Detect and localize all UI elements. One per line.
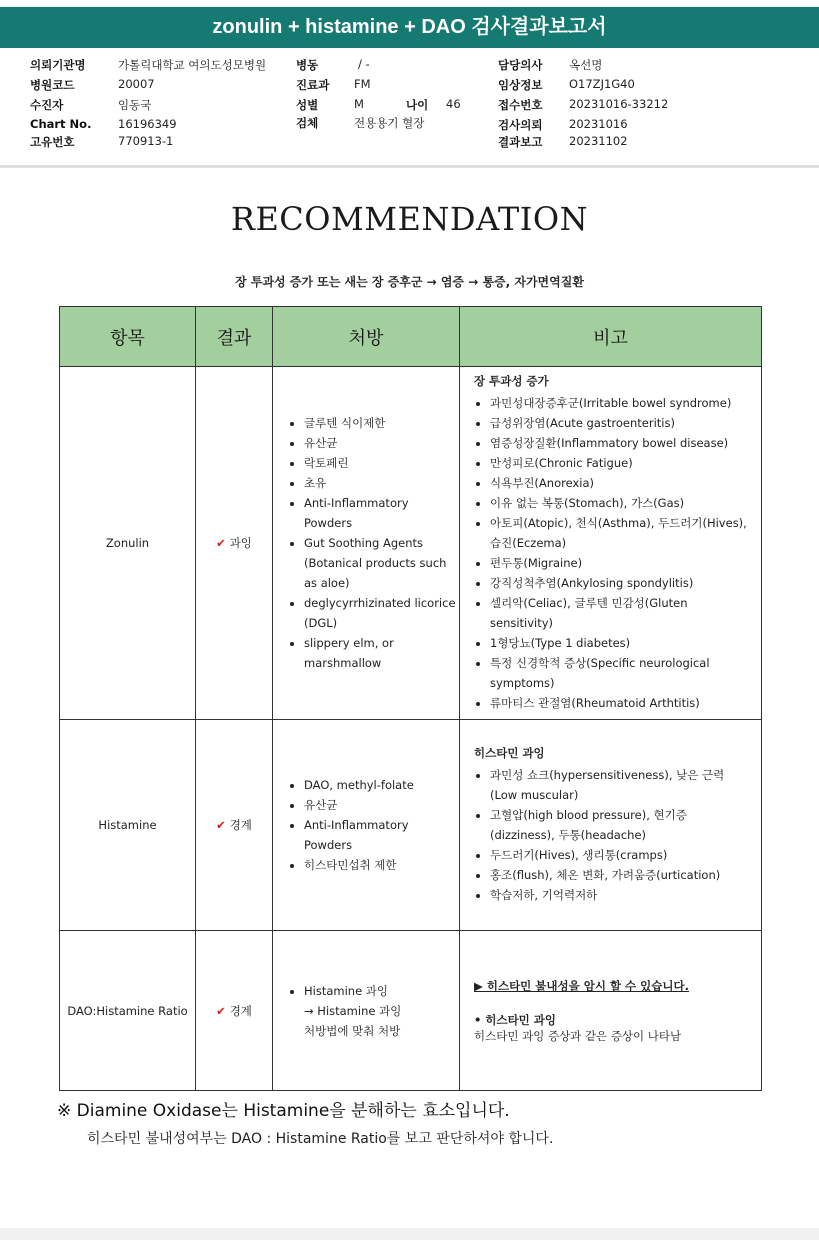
row-result xyxy=(196,931,273,1091)
age-value: 46 xyxy=(446,97,461,111)
result-value: 과잉 xyxy=(229,536,252,550)
list-item: • 고혈압(high blood pressure), 현기증(dizziness), 두통(headache) xyxy=(490,805,751,845)
list-item: • Anti-Inflammatory Powders xyxy=(304,493,458,533)
institution-value: 가톨릭대학교 여의도성모병원 xyxy=(118,58,267,72)
specimen-value: 전용용기 혈장 xyxy=(354,116,425,130)
row-result xyxy=(196,720,273,931)
row-prescription xyxy=(273,367,460,720)
page-bottom-strip xyxy=(0,1228,819,1240)
list-item: • 유산균 xyxy=(304,795,458,815)
doctor-value: 옥선명 xyxy=(569,58,603,72)
header-result: 결과 xyxy=(196,307,273,367)
department-value: FM xyxy=(354,77,371,91)
checkmark-icon: ✔ xyxy=(216,818,226,832)
prescription-line: Histamine 과잉 xyxy=(304,983,389,998)
hospital-code-value: 20007 xyxy=(118,77,155,91)
header-divider xyxy=(0,165,819,168)
list-item: • 초유 xyxy=(304,473,458,493)
list-item: • 두드러기(Hives), 생리통(cramps) xyxy=(490,845,751,865)
note-heading: 히스타민 과잉 xyxy=(474,746,545,760)
checkmark-icon: ✔ xyxy=(216,1003,226,1018)
specimen-label: 검체 xyxy=(296,116,319,130)
doctor-label: 담당의사 xyxy=(498,58,543,72)
receipt-no-value: 20231016-33212 xyxy=(569,97,669,111)
receipt-no-label: 접수번호 xyxy=(498,98,543,112)
request-date-label: 검사의뢰 xyxy=(498,118,543,132)
page-title: RECOMMENDATION xyxy=(230,200,589,238)
row-item: Histamine xyxy=(60,720,196,931)
intolerance-warning: ▶ 히스타민 불내성을 암시 할 수 있습니다. xyxy=(474,978,689,993)
list-item: • deglycyrrhizinated licorice (DGL) xyxy=(304,593,458,633)
request-date-value: 20231016 xyxy=(569,117,628,131)
page-subtitle: 장 투과성 증가 또는 새는 장 증후군 → 염증 → 통증, 자가면역질환 xyxy=(235,275,584,289)
unique-no-label: 고유번호 xyxy=(30,135,75,149)
result-value: 경계 xyxy=(229,1003,252,1018)
sex-value: M xyxy=(354,97,364,111)
ward-value: / - xyxy=(358,57,370,71)
note-heading: 장 투과성 증가 xyxy=(474,374,549,388)
chart-no-label: Chart No. xyxy=(30,117,92,131)
patient-value: 임동국 xyxy=(118,98,152,112)
report-date-value: 20231102 xyxy=(569,134,628,148)
list-item: • 락토페린 xyxy=(304,453,458,473)
unique-no-value: 770913-1 xyxy=(118,134,174,148)
ward-label: 병동 xyxy=(296,58,319,72)
row-prescription xyxy=(273,720,460,931)
note-bullet-text: 히스타민 과잉 xyxy=(485,1012,557,1027)
list-item: • 학습저하, 기억력저하 xyxy=(490,885,751,905)
list-item: • 만성피로(Chronic Fatigue) xyxy=(490,453,751,473)
list-item: • 홍조(flush), 체온 변화, 가려움증(urtication) xyxy=(490,865,751,885)
clinical-info-value: O17ZJ1G40 xyxy=(569,77,635,91)
row-note xyxy=(460,720,762,931)
checkmark-icon: ✔ xyxy=(216,536,226,550)
list-item: • 과민성 쇼크(hypersensitiveness), 낮은 근력(Low muscular) xyxy=(490,765,751,805)
list-item: • slippery elm, or marshmallow xyxy=(304,633,458,673)
prescription-line: → Histamine 과잉 xyxy=(304,1003,402,1018)
list-item: • 1형당뇨(Type 1 diabetes) xyxy=(490,633,751,653)
list-item: • 글루텐 식이제한 xyxy=(304,413,458,433)
list-item: • 강직성척추염(Ankylosing spondylitis) xyxy=(490,573,751,593)
list-item: • 특정 신경학적 증상(Specific neurological symptoms) xyxy=(490,653,751,693)
table-row xyxy=(60,720,762,931)
header-prescription: 처방 xyxy=(273,307,460,367)
list-item: • 히스타민섭취 제한 xyxy=(304,855,458,875)
footer-note-line1: ※ Diamine Oxidase는 Histamine을 분해하는 효소입니다. xyxy=(57,1101,510,1121)
list-item: • 과민성대장증후군(Irritable bowel syndrome) xyxy=(490,393,751,413)
recommendation-table xyxy=(59,306,762,1091)
table-row xyxy=(60,931,762,1091)
list-item: • 편두통(Migraine) xyxy=(490,553,751,573)
result-value: 경계 xyxy=(229,818,252,832)
row-item: DAO:Histamine Ratio xyxy=(60,931,196,1091)
list-item: • Anti-Inflammatory Powders xyxy=(304,815,458,855)
sex-label: 성별 xyxy=(296,98,319,112)
department-label: 진료과 xyxy=(296,78,330,92)
footer-note-line2: 히스타민 불내성여부는 DAO : Histamine Ratio를 보고 판단하셔야 합니다. xyxy=(87,1131,554,1147)
table-row xyxy=(60,367,762,720)
list-item: • Gut Soothing Agents (Botanical products such as aloe) xyxy=(304,533,458,593)
table-header-row xyxy=(60,307,762,367)
note-text: 히스타민 과잉 증상과 같은 증상이 나타남 xyxy=(474,1028,682,1043)
bullet-icon: • xyxy=(474,1012,486,1027)
list-item: • 류마티스 관절염(Rheumatoid Arthtitis) xyxy=(490,693,751,713)
hospital-code-label: 병원코드 xyxy=(30,78,75,92)
row-item: Zonulin xyxy=(60,367,196,720)
list-item: • 식욕부진(Anorexia) xyxy=(490,473,751,493)
patient-label: 수진자 xyxy=(30,98,64,112)
list-item: • DAO, methyl-folate xyxy=(304,775,458,795)
row-result xyxy=(196,367,273,720)
chart-no-value: 16196349 xyxy=(118,117,177,131)
age-label: 나이 xyxy=(406,98,429,112)
report-title: zonulin + histamine + DAO 검사결과보고서 xyxy=(0,7,819,48)
list-item: • 유산균 xyxy=(304,433,458,453)
note-bullet-heading xyxy=(474,1012,751,1028)
list-item: • 염증성장질환(Inflammatory bowel disease) xyxy=(490,433,751,453)
list-item: • 급성위장염(Acute gastroenteritis) xyxy=(490,413,751,433)
list-item: • 아토피(Atopic), 천식(Asthma), 두드러기(Hives), 습진(Eczema) xyxy=(490,513,751,553)
institution-label: 의뢰기관명 xyxy=(30,58,86,72)
row-note xyxy=(460,367,762,720)
clinical-info-label: 임상정보 xyxy=(498,78,543,92)
report-date-label: 결과보고 xyxy=(498,135,543,149)
header-item: 항목 xyxy=(60,307,196,367)
prescription-line: 처방법에 맞춰 처방 xyxy=(304,1023,401,1038)
header-note: 비고 xyxy=(460,307,762,367)
list-item: • 이유 없는 복통(Stomach), 가스(Gas) xyxy=(490,493,751,513)
list-item: • 셀리악(Celiac), 글루텐 민감성(Gluten sensitivity) xyxy=(490,593,751,633)
row-note xyxy=(460,931,762,1091)
list-item xyxy=(304,981,458,1041)
patient-info-panel xyxy=(0,54,819,154)
row-prescription xyxy=(273,931,460,1091)
